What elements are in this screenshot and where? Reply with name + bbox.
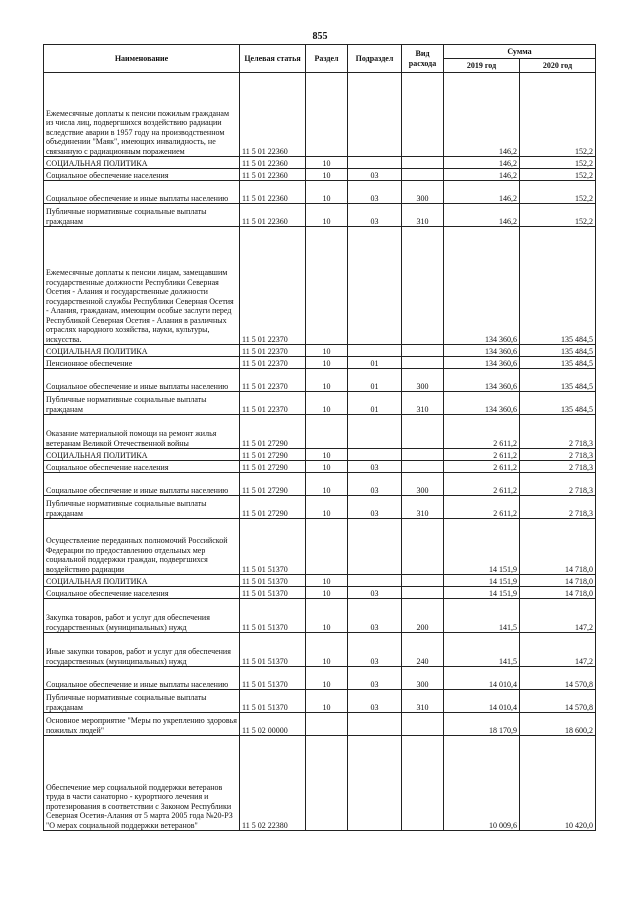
cell-y2019: 2 611,2 [444, 496, 520, 519]
cell-name: Закупка товаров, работ и услуг для обеспечения государственных (муниципальных) нужд [44, 599, 240, 633]
header-name: Наименование [44, 45, 240, 73]
cell-code: 11 5 01 27290 [240, 473, 306, 496]
cell-vid [402, 519, 444, 575]
cell-sec: 10 [306, 204, 348, 227]
cell-y2020: 152,2 [520, 181, 596, 204]
cell-code: 11 5 01 22360 [240, 157, 306, 169]
cell-y2019: 134 360,6 [444, 369, 520, 392]
cell-code: 11 5 01 22360 [240, 169, 306, 181]
cell-code: 11 5 01 27290 [240, 449, 306, 461]
cell-sec [306, 519, 348, 575]
cell-name: Публичные нормативные социальные выплаты гражданам [44, 496, 240, 519]
cell-vid [402, 575, 444, 587]
cell-vid [402, 415, 444, 449]
cell-y2019: 2 611,2 [444, 415, 520, 449]
cell-y2020: 14 718,0 [520, 587, 596, 599]
cell-sub: 03 [348, 667, 402, 690]
table-row [44, 345, 596, 357]
table-row [44, 461, 596, 473]
cell-sub [348, 415, 402, 449]
table-row [44, 690, 596, 713]
cell-sec [306, 736, 348, 831]
table-row [44, 667, 596, 690]
cell-code: 11 5 01 51370 [240, 599, 306, 633]
cell-code: 11 5 01 51370 [240, 575, 306, 587]
cell-y2019: 10 009,6 [444, 736, 520, 831]
table-row [44, 227, 596, 345]
cell-name: Иные закупки товаров, работ и услуг для обеспечения государственных (муниципальных) нужд [44, 633, 240, 667]
table-row [44, 599, 596, 633]
cell-sub [348, 519, 402, 575]
cell-sub [348, 73, 402, 157]
table-body [44, 73, 596, 831]
cell-vid [402, 357, 444, 369]
table-row [44, 449, 596, 461]
cell-y2020: 135 484,5 [520, 227, 596, 345]
cell-sec: 10 [306, 473, 348, 496]
cell-vid: 300 [402, 667, 444, 690]
cell-y2020: 14 718,0 [520, 519, 596, 575]
table-row [44, 181, 596, 204]
table-row [44, 633, 596, 667]
cell-sub: 03 [348, 496, 402, 519]
cell-y2020: 147,2 [520, 599, 596, 633]
cell-vid [402, 345, 444, 357]
header-sum: Сумма [444, 45, 596, 59]
cell-name: Социальное обеспечение и иные выплаты населению [44, 181, 240, 204]
header-target: Целевая статья [240, 45, 306, 73]
cell-vid [402, 169, 444, 181]
cell-sub: 03 [348, 169, 402, 181]
cell-code: 11 5 01 51370 [240, 519, 306, 575]
cell-y2020: 2 718,3 [520, 496, 596, 519]
cell-code: 11 5 01 22370 [240, 345, 306, 357]
cell-y2020: 152,2 [520, 73, 596, 157]
cell-y2020: 14 718,0 [520, 575, 596, 587]
cell-sub: 03 [348, 204, 402, 227]
cell-sub: 01 [348, 357, 402, 369]
cell-name: Публичные нормативные социальные выплаты гражданам [44, 690, 240, 713]
cell-code: 11 5 01 27290 [240, 496, 306, 519]
cell-sec: 10 [306, 633, 348, 667]
cell-y2019: 14 010,4 [444, 667, 520, 690]
cell-name: Социальное обеспечение и иные выплаты населению [44, 667, 240, 690]
cell-y2020: 135 484,5 [520, 392, 596, 415]
cell-sec: 10 [306, 369, 348, 392]
cell-name: Публичные нормативные социальные выплаты гражданам [44, 392, 240, 415]
cell-code: 11 5 01 22360 [240, 181, 306, 204]
cell-name: Ежемесячные доплаты к пенсии пожилым гражданам из числа лиц, подвергшихся воздействию радиации вследствие аварии в 1957 году на производственном объединении "Маяк", имеющих инвалидность, не связанную с радиационным поражением [44, 73, 240, 157]
cell-sub: 01 [348, 369, 402, 392]
table-row [44, 392, 596, 415]
table-row [44, 496, 596, 519]
cell-vid: 310 [402, 496, 444, 519]
cell-vid: 310 [402, 690, 444, 713]
cell-sub [348, 736, 402, 831]
cell-y2019: 2 611,2 [444, 473, 520, 496]
cell-sec: 10 [306, 461, 348, 473]
cell-y2020: 2 718,3 [520, 461, 596, 473]
cell-sub: 03 [348, 599, 402, 633]
cell-name: СОЦИАЛЬНАЯ ПОЛИТИКА [44, 449, 240, 461]
cell-y2020: 18 600,2 [520, 713, 596, 736]
cell-y2019: 2 611,2 [444, 461, 520, 473]
cell-y2019: 14 151,9 [444, 519, 520, 575]
cell-vid: 300 [402, 181, 444, 204]
table-row [44, 575, 596, 587]
cell-name: Социальное обеспечение населения [44, 169, 240, 181]
cell-name: Социальное обеспечение населения [44, 587, 240, 599]
cell-y2019: 146,2 [444, 73, 520, 157]
cell-sub: 03 [348, 473, 402, 496]
table-row [44, 157, 596, 169]
table-row [44, 473, 596, 496]
cell-y2019: 146,2 [444, 181, 520, 204]
cell-y2020: 135 484,5 [520, 345, 596, 357]
cell-sec: 10 [306, 169, 348, 181]
header-subsection: Подраздел [348, 45, 402, 73]
cell-vid [402, 736, 444, 831]
cell-sec: 10 [306, 357, 348, 369]
cell-code: 11 5 01 27290 [240, 415, 306, 449]
cell-sec: 10 [306, 157, 348, 169]
table-row [44, 357, 596, 369]
cell-y2019: 14 010,4 [444, 690, 520, 713]
cell-name: Публичные нормативные социальные выплаты гражданам [44, 204, 240, 227]
cell-vid: 300 [402, 369, 444, 392]
cell-vid [402, 227, 444, 345]
cell-code: 11 5 01 51370 [240, 690, 306, 713]
budget-table [43, 44, 596, 831]
cell-y2019: 141,5 [444, 633, 520, 667]
cell-name: Социальное обеспечение и иные выплаты населению [44, 369, 240, 392]
table-row [44, 169, 596, 181]
cell-y2020: 152,2 [520, 169, 596, 181]
table-row [44, 713, 596, 736]
cell-code: 11 5 01 51370 [240, 587, 306, 599]
cell-vid: 240 [402, 633, 444, 667]
cell-sec: 10 [306, 690, 348, 713]
cell-vid [402, 461, 444, 473]
cell-code: 11 5 02 00000 [240, 713, 306, 736]
cell-name: Обеспечение мер социальной поддержки ветеранов труда в части санаторно - курортного лечения и протезирования в соответствии с Законом Республики Северная Осетия-Алания от 5 марта 2005 года №20-РЗ "О мерах социальной поддержки ветеранов" [44, 736, 240, 831]
cell-code: 11 5 02 22380 [240, 736, 306, 831]
table-row [44, 587, 596, 599]
cell-vid: 200 [402, 599, 444, 633]
cell-code: 11 5 01 51370 [240, 633, 306, 667]
cell-sec: 10 [306, 599, 348, 633]
cell-y2019: 2 611,2 [444, 449, 520, 461]
page-number: 855 [312, 31, 328, 42]
cell-sec: 10 [306, 496, 348, 519]
cell-code: 11 5 01 22370 [240, 227, 306, 345]
cell-y2020: 2 718,3 [520, 473, 596, 496]
cell-y2019: 14 151,9 [444, 575, 520, 587]
cell-y2020: 152,2 [520, 157, 596, 169]
cell-sec: 10 [306, 392, 348, 415]
cell-y2020: 2 718,3 [520, 449, 596, 461]
cell-sub [348, 713, 402, 736]
cell-sec [306, 227, 348, 345]
cell-code: 11 5 01 22370 [240, 357, 306, 369]
cell-sec: 10 [306, 575, 348, 587]
cell-y2020: 2 718,3 [520, 415, 596, 449]
table-row [44, 736, 596, 831]
cell-name: СОЦИАЛЬНАЯ ПОЛИТИКА [44, 157, 240, 169]
cell-sub: 01 [348, 392, 402, 415]
header-2019: 2019 год [444, 59, 520, 73]
cell-y2019: 134 360,6 [444, 227, 520, 345]
header-type: Вид расхода [402, 45, 444, 73]
table-row [44, 415, 596, 449]
cell-vid [402, 587, 444, 599]
cell-name: Основное мероприятие "Меры по укреплению здоровья пожилых людей" [44, 713, 240, 736]
header-section: Раздел [306, 45, 348, 73]
cell-y2020: 10 420,0 [520, 736, 596, 831]
table-row [44, 73, 596, 157]
cell-code: 11 5 01 27290 [240, 461, 306, 473]
table-row [44, 204, 596, 227]
cell-y2019: 134 360,6 [444, 357, 520, 369]
cell-vid [402, 157, 444, 169]
cell-sec [306, 713, 348, 736]
cell-y2020: 14 570,8 [520, 667, 596, 690]
cell-name: Оказание материальной помощи на ремонт жилья ветеранам Великой Отечественной войны [44, 415, 240, 449]
cell-sub [348, 227, 402, 345]
cell-y2019: 18 170,9 [444, 713, 520, 736]
cell-sub: 03 [348, 690, 402, 713]
cell-vid [402, 713, 444, 736]
cell-vid: 310 [402, 204, 444, 227]
cell-y2020: 14 570,8 [520, 690, 596, 713]
cell-y2019: 14 151,9 [444, 587, 520, 599]
cell-code: 11 5 01 22370 [240, 392, 306, 415]
cell-name: Пенсионное обеспечение [44, 357, 240, 369]
cell-sub: 03 [348, 181, 402, 204]
cell-y2019: 146,2 [444, 169, 520, 181]
cell-name: Осуществление переданных полномочий Российской Федерации по предоставлению отдельных мер социальной поддержки граждан, подвергшихся воздействию радиации [44, 519, 240, 575]
cell-sec: 10 [306, 181, 348, 204]
cell-sub: 03 [348, 587, 402, 599]
cell-vid: 310 [402, 392, 444, 415]
cell-y2019: 146,2 [444, 204, 520, 227]
cell-vid [402, 449, 444, 461]
cell-name: СОЦИАЛЬНАЯ ПОЛИТИКА [44, 345, 240, 357]
cell-sec: 10 [306, 667, 348, 690]
cell-y2019: 134 360,6 [444, 392, 520, 415]
cell-sec: 10 [306, 587, 348, 599]
cell-sub [348, 157, 402, 169]
cell-name: СОЦИАЛЬНАЯ ПОЛИТИКА [44, 575, 240, 587]
cell-code: 11 5 01 22360 [240, 73, 306, 157]
cell-sub [348, 575, 402, 587]
cell-code: 11 5 01 22370 [240, 369, 306, 392]
cell-vid [402, 73, 444, 157]
table-row [44, 369, 596, 392]
table-row [44, 519, 596, 575]
cell-sec: 10 [306, 345, 348, 357]
cell-name: Социальное обеспечение и иные выплаты населению [44, 473, 240, 496]
cell-name: Ежемесячные доплаты к пенсии лицам, замещавшим государственные должности Республики Северная Осетия - Алания и государственные должности государственной службы Республики Северная Осетия - Алания, гражданам, имеющим особые заслуги перед Республикой Северная Осетия - Алания в различных отраслях народного хозяйства, науки, культуры, искусства. [44, 227, 240, 345]
cell-code: 11 5 01 51370 [240, 667, 306, 690]
cell-y2020: 135 484,5 [520, 357, 596, 369]
cell-y2019: 146,2 [444, 157, 520, 169]
cell-vid: 300 [402, 473, 444, 496]
cell-name: Социальное обеспечение населения [44, 461, 240, 473]
header-2020: 2020 год [520, 59, 596, 73]
cell-y2019: 134 360,6 [444, 345, 520, 357]
cell-sub: 03 [348, 461, 402, 473]
cell-y2020: 147,2 [520, 633, 596, 667]
cell-sub [348, 345, 402, 357]
cell-sec: 10 [306, 449, 348, 461]
cell-y2020: 152,2 [520, 204, 596, 227]
cell-sec [306, 415, 348, 449]
cell-sub: 03 [348, 633, 402, 667]
cell-sub [348, 449, 402, 461]
cell-y2020: 135 484,5 [520, 369, 596, 392]
cell-code: 11 5 01 22360 [240, 204, 306, 227]
cell-sec [306, 73, 348, 157]
cell-y2019: 141,5 [444, 599, 520, 633]
